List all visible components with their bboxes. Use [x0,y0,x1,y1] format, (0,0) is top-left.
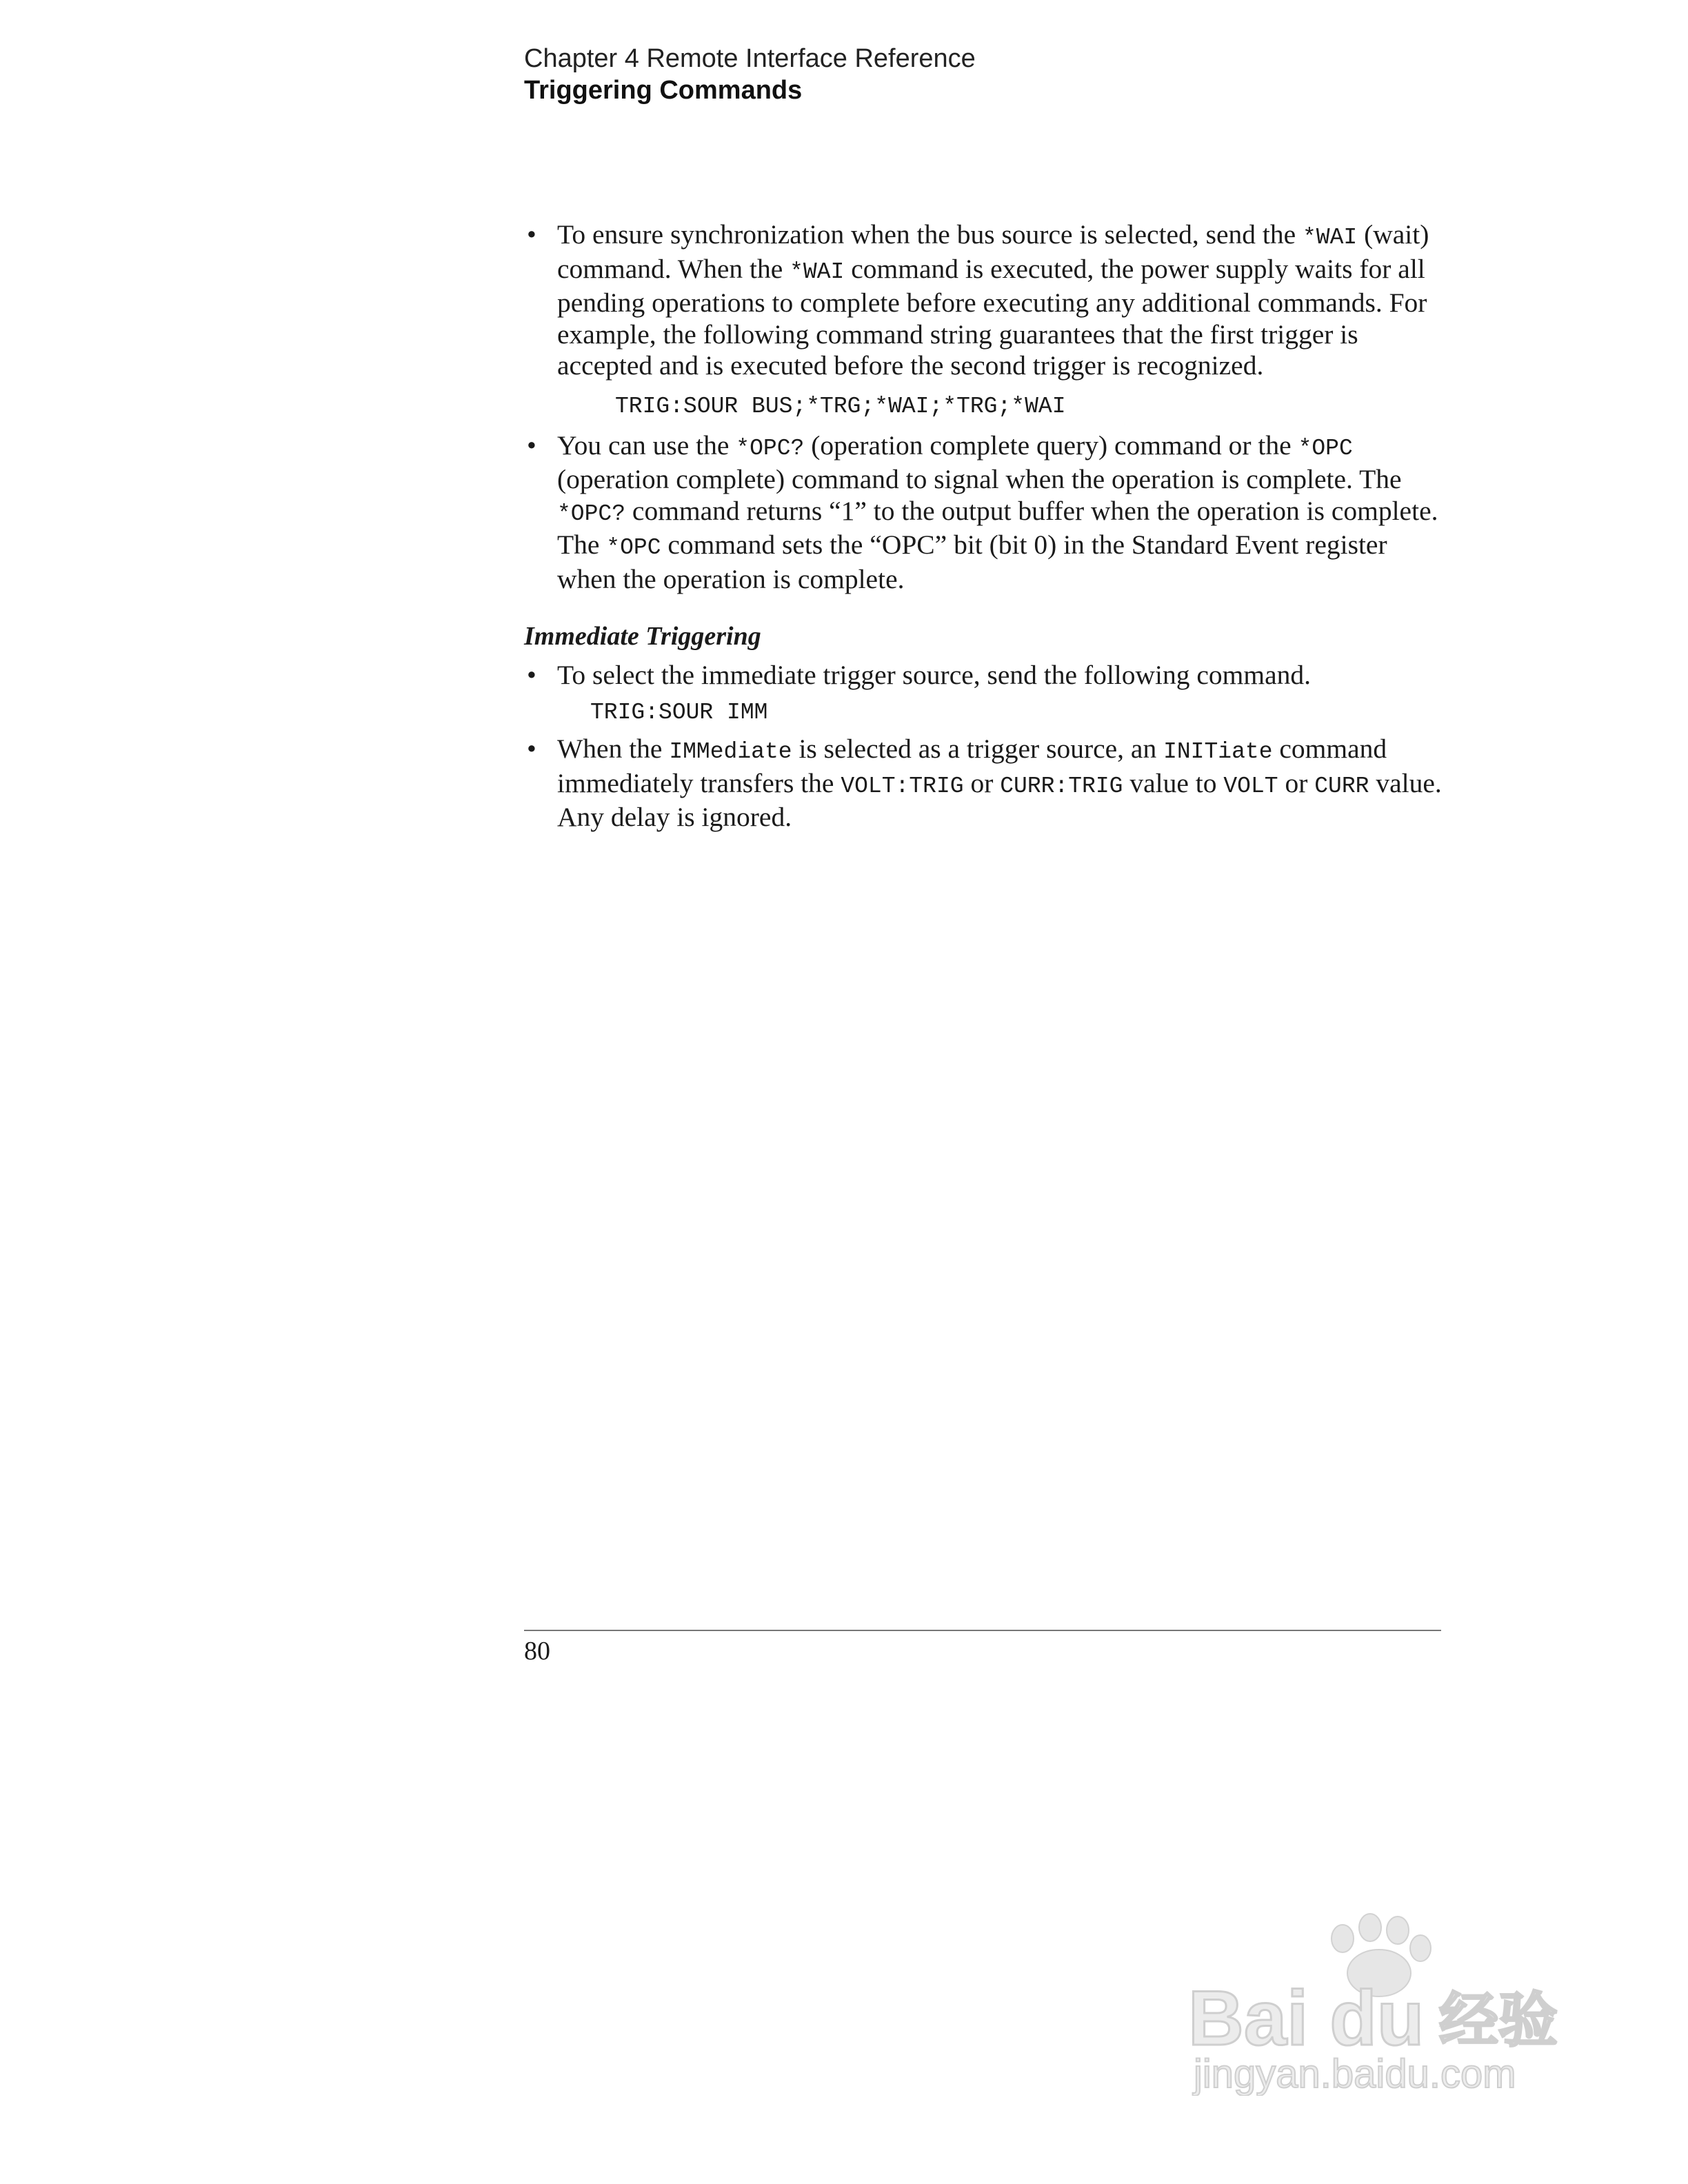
code-inline: *WAI [790,259,845,285]
text-run: or [1278,767,1315,798]
bullet-select-immediate [524,660,1448,691]
text-run: (operation complete) command to signal when the operation is complete. The [557,464,1402,494]
bullet-immediate-initiate [524,734,1448,833]
watermark-suffix: 经验 [1439,1986,1558,2055]
code-inline: *OPC? [736,435,805,461]
watermark-url: jingyan.baidu.com [1194,2052,1516,2096]
text-run: (operation complete query) command or the [804,429,1298,461]
text-run: To ensure synchronization when the bus source is selected, send the [557,219,1303,250]
text-run: is selected as a trigger source, an [792,734,1164,764]
chapter-title: Chapter 4 Remote Interface Reference [524,44,976,73]
text-run: or [963,767,1001,798]
watermark-brand: Bai du [1188,1975,1425,2061]
code-inline: INITiate [1163,739,1273,765]
code-inline: *OPC [1298,435,1353,461]
bullet-opc [524,430,1448,596]
page-body [524,219,1448,833]
section-title: Triggering Commands [524,76,803,105]
code-example-imm: TRIG:SOUR IMM [590,700,768,725]
subheading-immediate-triggering: Immediate Triggering [524,622,761,651]
page-number: 80 [524,1637,550,1666]
code-inline: *OPC? [557,501,626,527]
bullet-icon: • [527,734,536,764]
bullet-wai-sync [524,219,1448,382]
baidu-jingyan-watermark [1183,1910,1582,2096]
footer-rule [524,1630,1441,1631]
text-run: value. Any delay is ignored. [557,767,1442,832]
code-inline: VOLT [1223,773,1278,799]
text-run: value to [1123,767,1224,798]
code-inline: *WAI [1303,225,1358,250]
text-run: When the [557,734,670,764]
text-run: command is executed, the power supply waits for all pending operations to complete before executing any additional commands. For example, the following command string guarantees that the first trigger is accepted and is executed before the second trigger is recognized. [557,253,1427,381]
text-run: command returns “1” to the output buffer when the operation is complete. The [557,495,1438,560]
bullet-icon: • [527,219,536,250]
bullet-icon: • [527,429,536,461]
code-inline: CURR:TRIG [1000,773,1123,799]
code-inline: *OPC [606,535,661,560]
code-inline: VOLT:TRIG [841,773,964,799]
text-run: command sets the “OPC” bit (bit 0) in the Standard Event register when the operation is complete. [557,529,1387,594]
code-inline: IMMediate [669,739,792,765]
bullet-icon: • [527,659,536,690]
text-run: You can use the [557,429,736,461]
code-example-bus: TRIG:SOUR BUS;*TRG;*WAI;*TRG;*WAI [615,393,1066,419]
text-run: command immediately transfers the [557,734,1387,798]
text-run: To select the immediate trigger source, send the following command. [557,659,1312,690]
code-inline: CURR [1314,773,1369,799]
text-run: (wait) command. When the [557,219,1429,284]
running-header [524,43,976,106]
